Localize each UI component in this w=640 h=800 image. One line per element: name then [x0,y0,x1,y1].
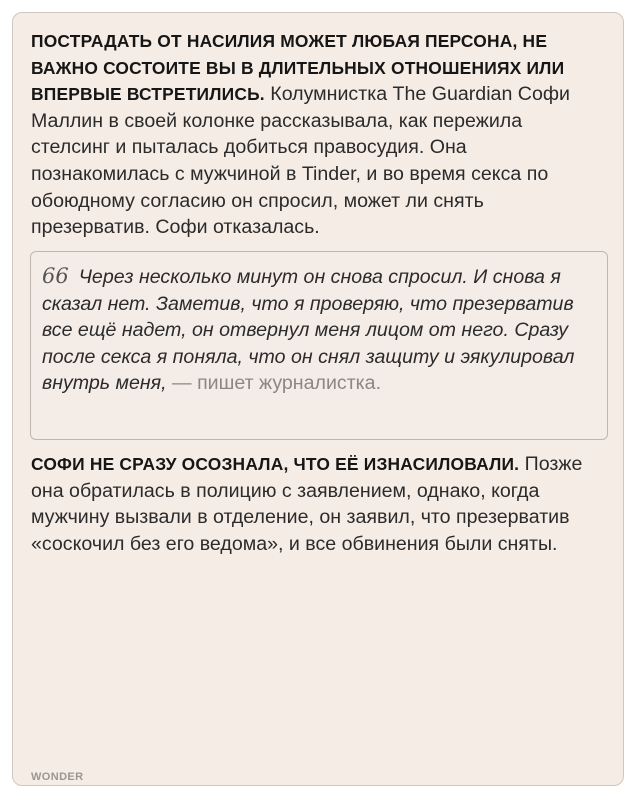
quote-body: Через несколько минут он снова спросил. И снова я сказал нет. Заметив, что я проверяю, что презерватив все ещё надет, он отвернул меня лицом от него. Сразу после секса я поняла, что он снял защиту и эякулировал внутрь меня, [42,266,575,395]
paragraph-intro-body: Колумнистка The Guardian Софи Маллин в своей колонке рассказывала, как пережила стелсинг и пыталась добиться правосудия. Она познакомилась с мужчиной в Tinder, и во время секса по обоюдному согласию он спросил, может ли снять презерватив. Софи отказалась. [31,83,570,239]
quote-box [30,251,608,440]
quote-mark-icon: 66 [42,264,69,288]
paragraph-intro [31,28,591,241]
paragraph-outcome [31,451,599,557]
paragraph-intro-lead: ПОСТРАДАТЬ ОТ НАСИЛИЯ МОЖЕТ ЛЮБАЯ ПЕРСОНА, НЕ ВАЖНО СОСТОИТЕ ВЫ В ДЛИТЕЛЬНЫХ ОТНОШЕНИЯХ ИЛИ ВПЕРВЫЕ ВСТРЕТИЛИСЬ. [31,31,565,105]
quote-attribution: — пишет журналистка. [172,372,382,395]
brand-logo: WONDER [31,771,84,783]
paragraph-outcome-lead: СОФИ НЕ СРАЗУ ОСОЗНАЛА, ЧТО ЕЁ ИЗНАСИЛОВАЛИ. [31,454,520,474]
quote-text [42,263,598,397]
paragraph-outcome-body: Позже она обратилась в полицию с заявлением, однако, когда мужчину вызвали в отделение, он заявил, что презерватив «соскочил без его ведома», и все обвинения были сняты. [31,453,583,555]
